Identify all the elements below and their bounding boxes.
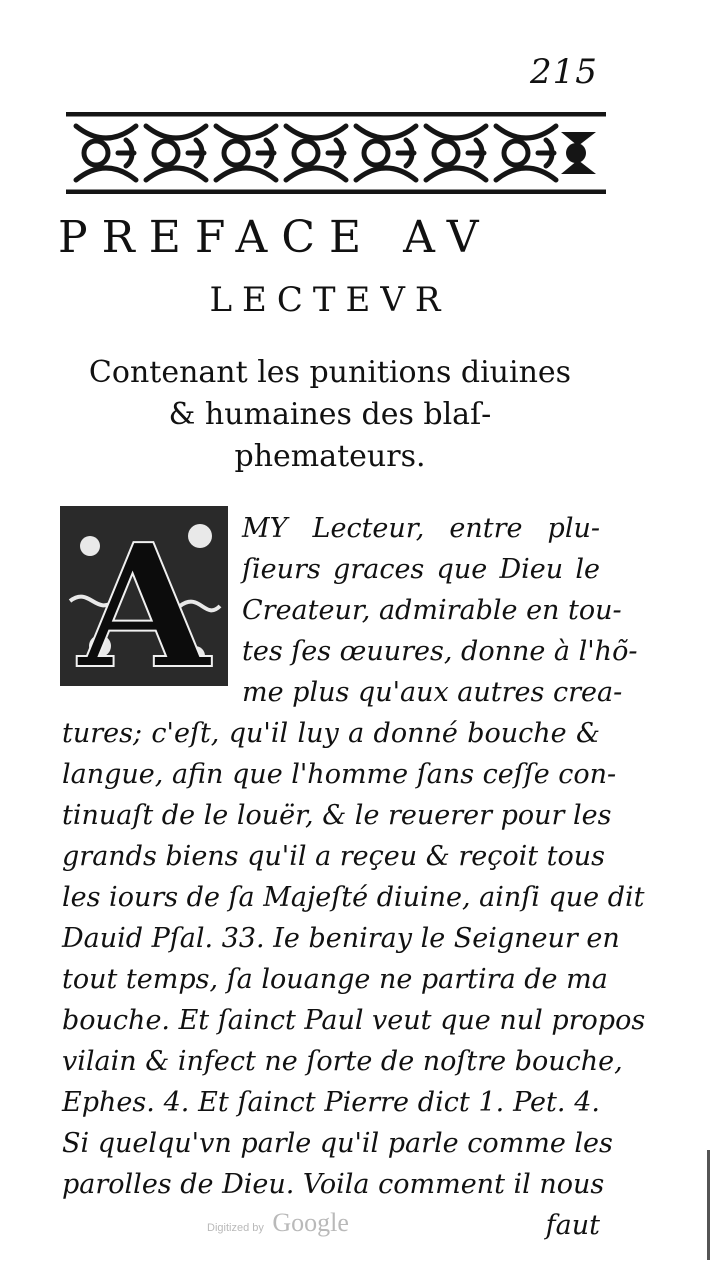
body-line: bouche. Et ſainct Paul veut que nul propos	[62, 1005, 646, 1036]
body-line: les iours de ſa Majeſté diuine, ainſi que dit	[62, 882, 645, 913]
subtitle-line: & humaines des blaſ-	[168, 397, 492, 432]
decorative-headpiece	[66, 112, 606, 194]
watermark-prefix: Digitized by	[207, 1222, 264, 1234]
body-line: Createur, admirable en tou-	[242, 595, 622, 626]
body-line: vilain & infect ne ſorte de noſtre bouche,	[62, 1046, 623, 1077]
subtitle	[70, 352, 590, 478]
title-line-2: LECTEVR	[209, 280, 451, 320]
body-text	[62, 508, 646, 1246]
body-line: Dauid Pſal. 33. Ie beniray le Seigneur en	[62, 923, 620, 954]
digitization-watermark	[207, 1208, 349, 1238]
subtitle-line: Contenant les punitions diuines	[88, 355, 572, 390]
title-line-1: PREFACE AV	[58, 212, 493, 263]
body-line: grands biens qu'il a reçeu & reçoit tous	[62, 841, 606, 872]
body-line: tout temps, ſa louange ne partira de ma	[62, 964, 608, 995]
body-line: Ephes. 4. Et ſainct Pierre dict 1. Pet. 4.	[62, 1087, 600, 1118]
body-line: tes ſes œuures, donne à l'hõ-	[242, 636, 638, 667]
body-line: tinuaſt de le louër, & le reuerer pour les	[62, 800, 612, 831]
body-line: MY Lecteur, entre plu-	[242, 513, 600, 544]
page-number: 215	[530, 52, 598, 92]
catchword: faut	[545, 1210, 600, 1241]
body-line: ſieurs graces que Dieu le	[242, 554, 600, 585]
body-line: parolles de Dieu. Voila comment il nous	[62, 1169, 605, 1200]
dropcap-letter: A	[78, 507, 210, 686]
subtitle-line: phemateurs.	[234, 439, 426, 474]
body-line: Si quelqu'vn parle qu'il parle comme les	[62, 1128, 613, 1159]
body-line: langue, afin que l'homme ſans ceſſe con-	[62, 759, 617, 790]
body-line: tures; c'eſt, qu'il luy a donné bouche &	[62, 718, 600, 749]
body-line: me plus qu'aux autres crea-	[242, 677, 623, 708]
page-edge-mark	[707, 1150, 710, 1260]
watermark-brand: Google	[272, 1208, 349, 1237]
